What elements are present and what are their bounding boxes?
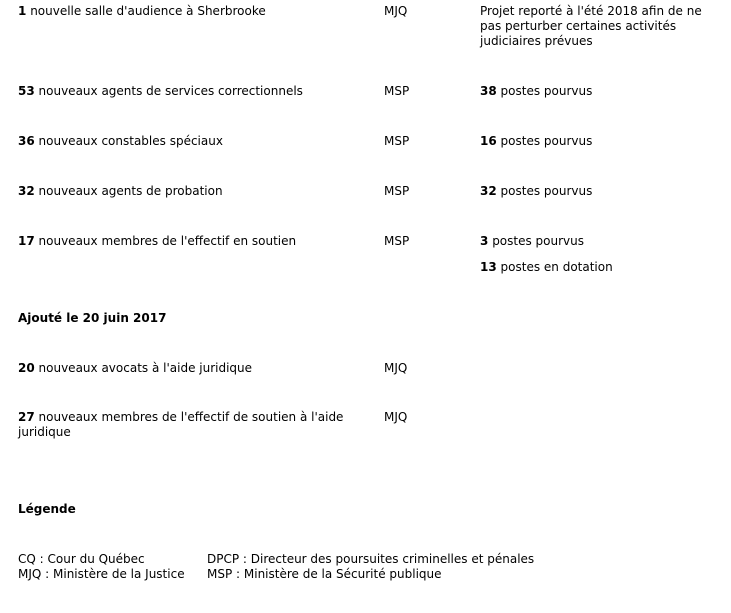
row-description: 36 nouveaux constables spéciaux <box>18 134 223 148</box>
row-status: 32 postes pourvus <box>480 184 593 198</box>
row-organization: MJQ <box>384 361 408 375</box>
status-line: 13 postes en dotation <box>480 260 613 274</box>
row-status: 16 postes pourvus <box>480 134 593 148</box>
row-description: 27 nouveaux membres de l'effectif de soutien à l'aide juridique <box>18 410 344 439</box>
section-heading: Ajouté le 20 juin 2017 <box>18 311 167 325</box>
row-description: 17 nouveaux membres de l'effectif en soutien <box>18 234 297 248</box>
row-organization: MSP <box>384 234 410 248</box>
legend-item: DPCP : Directeur des poursuites criminelles et pénales <box>207 552 535 566</box>
status-line: 3 postes pourvus <box>480 234 585 248</box>
row-description: 53 nouveaux agents de services correctionnels <box>18 84 303 98</box>
legend-title: Légende <box>18 502 76 516</box>
row-status <box>480 234 725 275</box>
row-organization: MSP <box>384 184 410 198</box>
legend-item: MSP : Ministère de la Sécurité publique <box>207 567 442 581</box>
legend-item: MJQ : Ministère de la Justice <box>18 567 185 581</box>
row-status: Projet reporté à l'été 2018 afin de ne pas perturber certaines activités judiciaires prévues <box>480 4 702 48</box>
row-description: 20 nouveaux avocats à l'aide juridique <box>18 361 253 375</box>
row-organization: MSP <box>384 134 410 148</box>
row-organization: MSP <box>384 84 410 98</box>
row-organization: MJQ <box>384 410 408 424</box>
row-organization: MJQ <box>384 4 408 18</box>
row-status: 38 postes pourvus <box>480 84 593 98</box>
legend-item: CQ : Cour du Québec <box>18 552 145 566</box>
row-description: 1 nouvelle salle d'audience à Sherbrooke <box>18 4 266 18</box>
row-description: 32 nouveaux agents de probation <box>18 184 223 198</box>
